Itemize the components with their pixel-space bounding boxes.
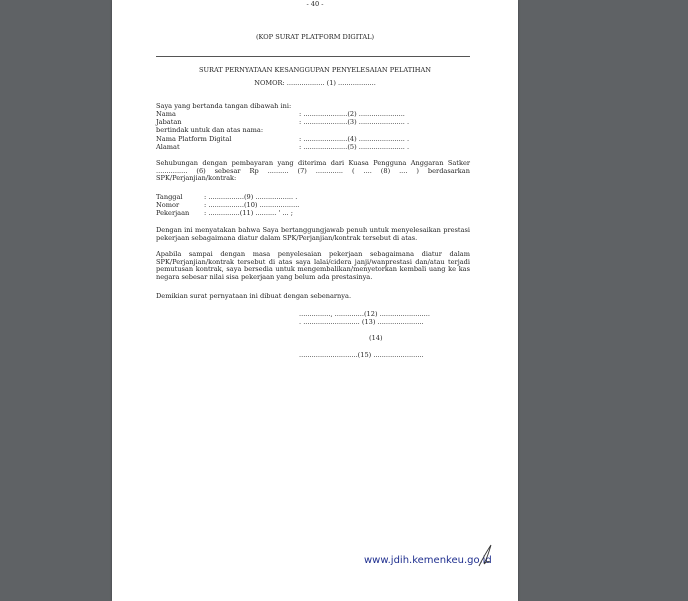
field-label-nomor: Nomor [156,201,180,209]
document-number: NOMOR: .................. (1) .................. [254,79,376,87]
pen-mark-icon [476,542,496,570]
field-value-alamat: : .....................(5) ...................... . [299,143,410,151]
document-title: SURAT PERNYATAAN KESANGGUPAN PENYELESAIAN PELATIHAN [198,66,432,74]
behalf-text: bertindak untuk dan atas nama: [156,126,264,134]
field-value-pekerjaan: : ...............(11) .......... ' ... ; [204,209,293,217]
field-value-nama: : .....................(2) ...................... [299,110,405,118]
field-label-pekerjaan: Pekerjaan [156,209,190,217]
payment-paragraph: Sehubungan dengan pembayaran yang diterima dari Kuasa Pengguna Anggaran Satker ............... (6) sebesar Rp .......... (7) ............. ( .... (8) .... ) berdasarkan SPK/Perjanjian/kontrak: [156,159,470,183]
field-label-nama: Nama [156,110,176,118]
letterhead-divider [156,56,470,57]
page-number: - 40 - [306,0,324,8]
field-value-jabatan: : .....................(3) ...................... . [299,118,410,126]
responsibility-paragraph: Dengan ini menyatakan bahwa Saya bertanggungjawab penuh untuk menyelesaikan prestasi pekerjaan sebagaimana diatur dalam SPK/Perjanjian/kontrak tersebut di atas. [156,226,470,242]
signature-stamp: (14) [369,334,383,342]
field-value-nomor: : .................(10) ................... [204,201,300,209]
document-page [112,0,518,601]
signature-role: . ........................... (13) ...................... [299,318,424,326]
footer-url[interactable]: www.jdih.kemenkeu.go.id [364,555,492,566]
refund-paragraph: Apabila sampai dengan masa penyelesaian pekerjaan sebagaimana diatur dalam SPK/Perjanjian/kontrak tersebut di atas saya lalai/cidera janji/wanprestasi dan/atau terjadi pemutusan kontrak, saya bersedia untuk mengembalikan/menyetorkan kembali uang ke kas negara sebesar nilai sisa pekerjaan yang belum ada prestasinya. [156,250,470,281]
field-value-tanggal: : .................(9) .................. . [204,193,298,201]
closing-text: Demikian surat pernyataan ini dibuat dengan sebenarnya. [156,292,352,300]
signature-place-date: ..............., ..............(12) ........................ [299,310,430,318]
field-label-jabatan: Jabatan [156,118,182,126]
field-label-tanggal: Tanggal [156,193,183,201]
field-label-platform: Nama Platform Digital [156,135,232,143]
intro-text: Saya yang bertanda tangan dibawah ini: [156,102,292,110]
field-value-platform: : .....................(4) ...................... . [299,135,410,143]
letterhead-placeholder: (KOP SURAT PLATFORM DIGITAL) [255,33,375,41]
field-label-alamat: Alamat [156,143,180,151]
signature-name: ............................(15) ........................ [299,351,424,359]
